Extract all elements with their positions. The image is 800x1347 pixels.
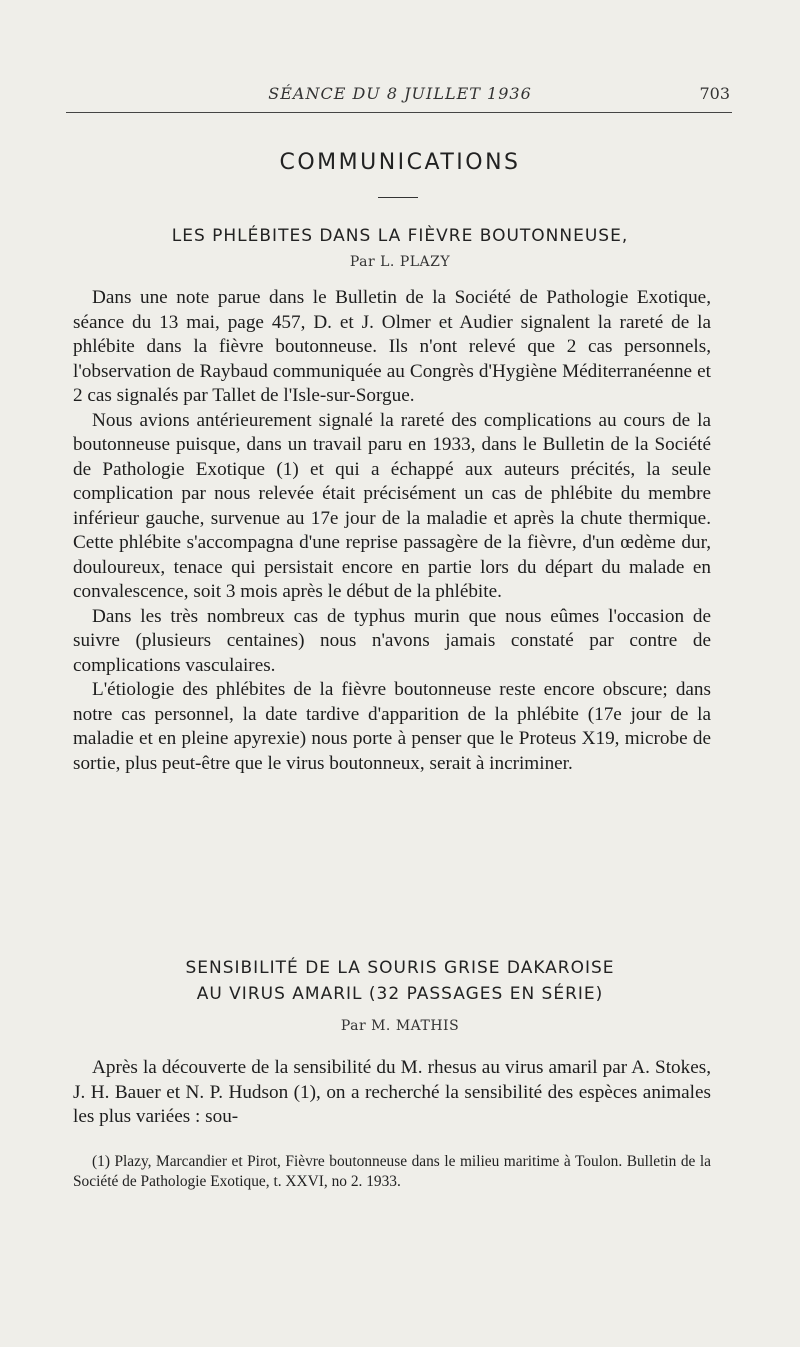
footnotes — [73, 1152, 711, 1191]
article2-byline: Par M. MATHIS — [340, 1018, 460, 1034]
header-rule — [66, 112, 732, 113]
article1-paragraph-2: Nous avions antérieurement signalé la rareté des complications au cours de la boutonneuse puisque, dans un travail paru en 1933, dans le Bulletin de la Société de Pathologie Exotique (1) et qui a échappé aux auteurs précités, la seule complication par nous relevée était précisément un cas de phlébite du membre inférieur gauche, survenue au 17e jour de la maladie et après la chute thermique. Cette phlébite s'accompagna d'une reprise passagère de la fièvre, d'un œdème dur, douloureux, tenace qui persistait encore en partie lors du départ du malade en convalescence, soit 3 mois après le début de la phlébite. — [73, 409, 711, 602]
article1-paragraph-1: Dans une note parue dans le Bulletin de la Société de Pathologie Exotique, séance du 13 mai, page 457, D. et J. Olmer et Audier signalent la rareté de la phlébite dans la fièvre boutonneuse. Ils n'ont relevé que 2 cas personnels, l'observation de Raybaud communiquée au Congrès d'Hygiène Méditerranéenne et 2 cas signalés par Tallet de l'Isle-sur-Sorgue. — [73, 287, 711, 406]
article2-title-line-2: AU VIRUS AMARIL (32 PASSAGES EN SÉRIE) — [196, 984, 604, 1004]
page-number: 703 — [699, 84, 730, 103]
section-rule — [378, 197, 418, 198]
article2-title-line-1: SENSIBILITÉ DE LA SOURIS GRISE DAKAROISE — [185, 958, 615, 978]
article1-paragraph-4: L'étiologie des phlébites de la fièvre boutonneuse reste encore obscure; dans notre cas personnel, la date tardive d'apparition de la phlébite (17e jour de la maladie et en pleine apyrexie) nous porte à penser que le Proteus X19, microbe de sortie, plus peut-être que le virus boutonneux, serait à incriminer. — [73, 679, 711, 774]
footnote-1: (1) Plazy, Marcandier et Pirot, Fièvre boutonneuse dans le milieu maritime à Toulon. Bulletin de la Société de Pathologie Exotique, t. XXVI, no 2. 1933. — [73, 1153, 711, 1190]
running-head-title: SÉANCE DU 8 JUILLET 1936 — [268, 84, 532, 103]
article1-paragraph-3: Dans les très nombreux cas de typhus murin que nous eûmes l'occasion de suivre (plusieurs centaines) nous n'avons jamais constaté par contre de complications vasculaires. — [73, 605, 711, 676]
article1-byline: Par L. PLAZY — [349, 254, 451, 270]
section-title: COMMUNICATIONS — [279, 150, 521, 175]
article2-body — [73, 1056, 711, 1130]
running-head — [70, 84, 730, 108]
article1-body — [73, 286, 711, 776]
article2-paragraph-1: Après la découverte de la sensibilité du M. rhesus au virus amaril par A. Stokes, J. H. Bauer et N. P. Hudson (1), on a recherché la sensibilité des espèces animales les plus variées : sou- — [73, 1057, 711, 1127]
article1-title: LES PHLÉBITES DANS LA FIÈVRE BOUTONNEUSE, — [171, 226, 629, 246]
